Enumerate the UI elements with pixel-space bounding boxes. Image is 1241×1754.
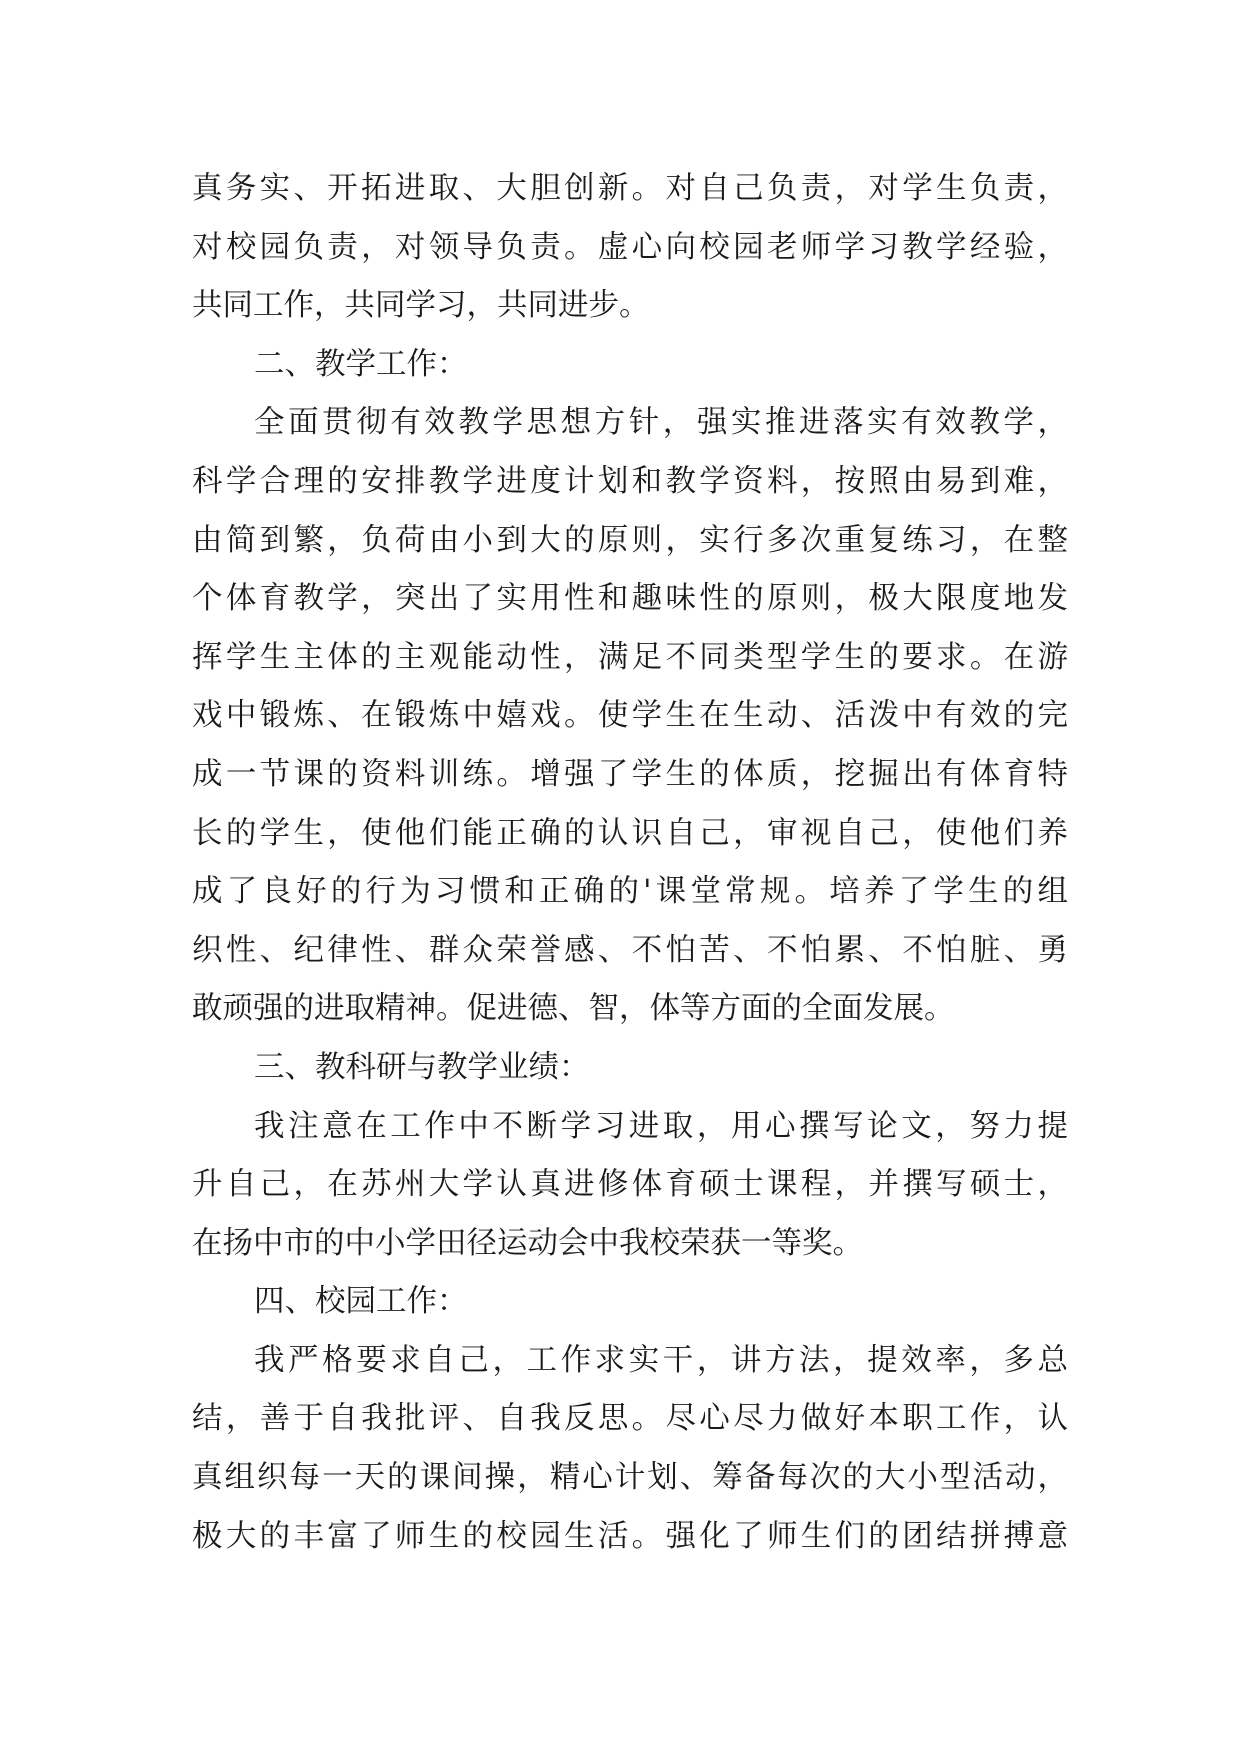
text-line: 对校园负责，对领导负责。虚心向校园老师学习教学经验， xyxy=(192,229,1068,265)
text-line: 科学合理的安排教学进度计划和教学资料，按照由易到难， xyxy=(192,463,1068,499)
text-line: 升自己，在苏州大学认真进修体育硕士课程，并撰写硕士， xyxy=(192,1167,1068,1203)
text-line: 成一节课的资料训练。增强了学生的体质，挖掘出有体育特 xyxy=(192,756,1068,792)
text-line: 在扬中市的中小学田径运动会中我校荣获一等奖。 xyxy=(192,1225,863,1261)
text-line: 全面贯彻有效教学思想方针，强实推进落实有效教学， xyxy=(254,405,1068,441)
text-line: 长的学生，使他们能正确的认识自己，审视自己，使他们养 xyxy=(192,815,1068,851)
text-line: 织性、纪律性、群众荣誉感、不怕苦、不怕累、不怕脏、勇 xyxy=(192,932,1068,968)
text-line: 结，善于自我批评、自我反思。尽心尽力做好本职工作，认 xyxy=(192,1401,1068,1437)
section-heading: 三、教科研与教学业绩： xyxy=(254,1049,590,1085)
text-line: 真组织每一天的课间操，精心计划、筹备每次的大小型活动， xyxy=(192,1460,1068,1496)
text-line: 挥学生主体的主观能动性，满足不同类型学生的要求。在游 xyxy=(192,639,1068,675)
text-line: 敢顽强的进取精神。促进德、智，体等方面的全面发展。 xyxy=(192,991,955,1027)
text-line: 由简到繁，负荷由小到大的原则，实行多次重复练习，在整 xyxy=(192,522,1068,558)
text-line: 真务实、开拓进取、大胆创新。对自己负责，对学生负责， xyxy=(192,171,1068,206)
text-line: 我注意在工作中不断学习进取，用心撰写论文，努力提 xyxy=(254,1108,1068,1144)
text-line: 我严格要求自己，工作求实干，讲方法，提效率，多总 xyxy=(254,1342,1068,1378)
text-line: 成了良好的行为习惯和正确的'课堂常规。培养了学生的组 xyxy=(192,874,1068,910)
section-heading: 四、校园工作： xyxy=(254,1284,468,1320)
document-page xyxy=(192,160,1068,1566)
text-line: 个体育教学，突出了实用性和趣味性的原则，极大限度地发 xyxy=(192,581,1068,617)
section-heading: 二、教学工作： xyxy=(254,346,468,382)
text-line: 共同工作，共同学习，共同进步。 xyxy=(192,288,650,324)
text-line: 极大的丰富了师生的校园生活。强化了师生们的团结拼搏意 xyxy=(192,1518,1068,1554)
text-line: 戏中锻炼、在锻炼中嬉戏。使学生在生动、活泼中有效的完 xyxy=(192,698,1068,734)
